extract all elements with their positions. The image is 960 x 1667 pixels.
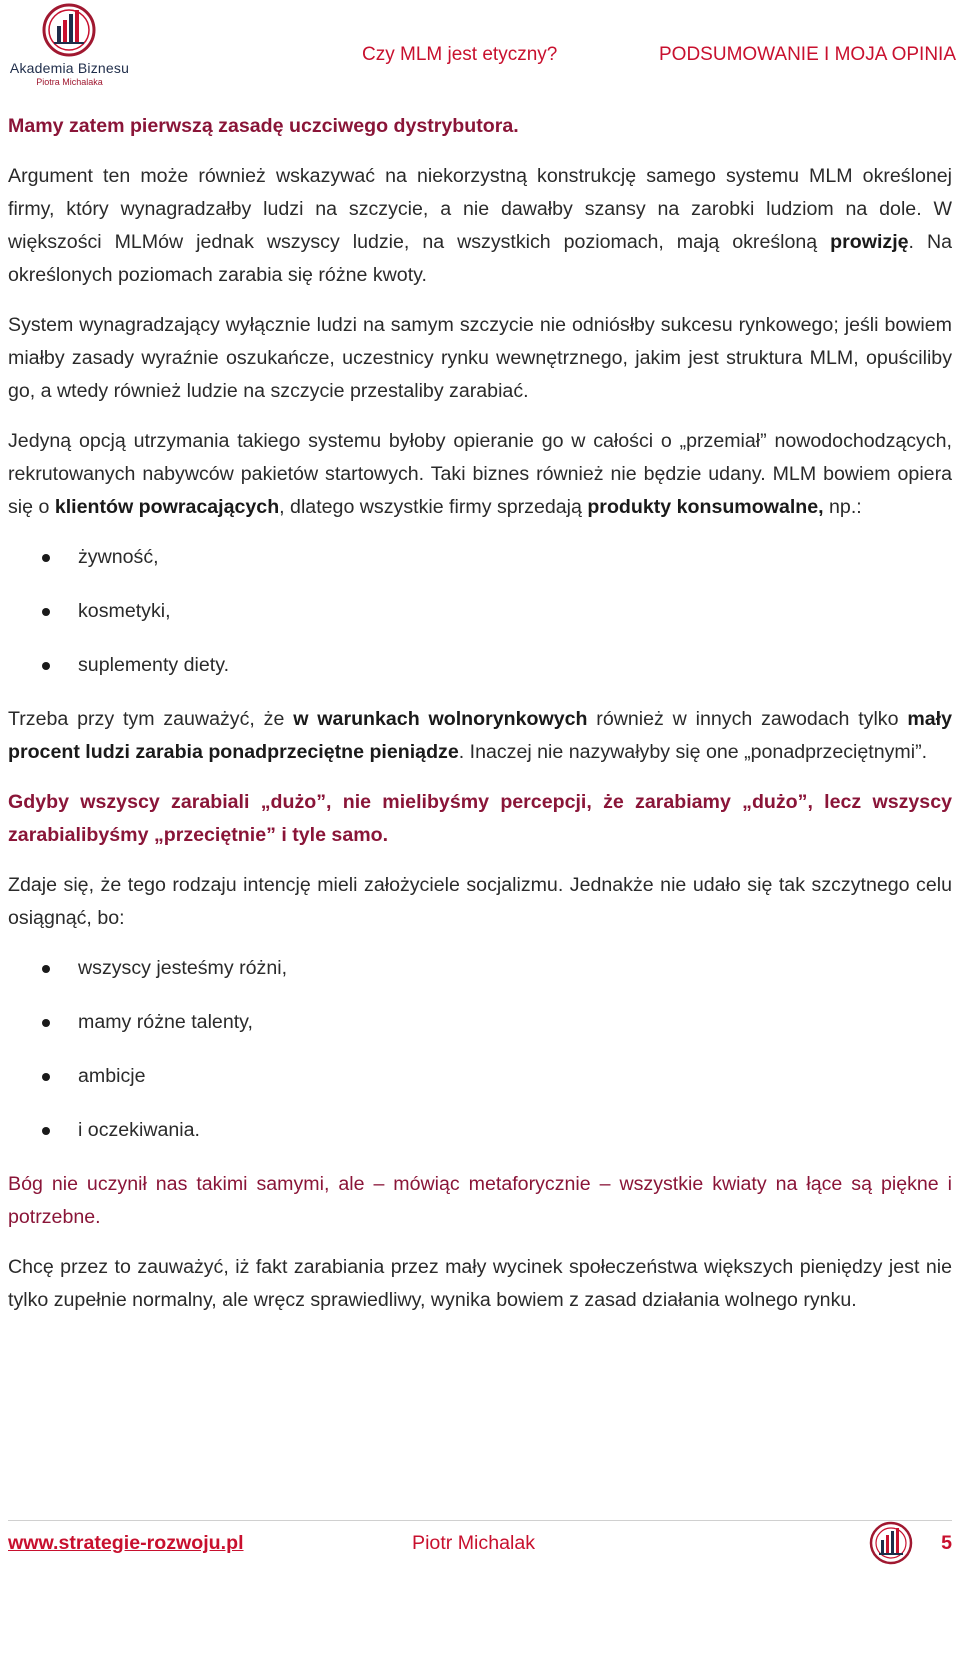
p5-bold-small-percent: mały procent ludzi zarabia ponadprzeciętne pieniądze <box>8 708 953 763</box>
reasons-list <box>8 952 952 1147</box>
list-item: mamy różne talenty, <box>8 1006 952 1039</box>
p4-text-e: np.: <box>823 496 862 518</box>
logo-name: Akademia Biznesu <box>9 60 130 76</box>
page-number: 5 <box>941 1532 952 1554</box>
p2-text-a: Argument ten może również wskazywać na niekorzystną konstrukcję samego systemu MLM określonej firmy, który wynagradzałby ludzi na szczycie, a nie dawałby szansy na zarobki ludziom na dole. W większości MLMów jednak wszyscy ludzie, na wszystkich poziomach, mają określoną <box>8 165 952 253</box>
paragraph-8: Bóg nie uczynił nas takimi samymi, ale – mówiąc metaforycznie – wszystkie kwiaty na łące są piękne i potrzebne. <box>8 1173 952 1228</box>
paragraph-5 <box>8 703 952 769</box>
product-list <box>8 541 952 682</box>
list-item: suplementy diety. <box>8 649 952 682</box>
paragraph-7: Zdaje się, że tego rodzaju intencję mieli założyciele socjalizmu. Jednakże nie udało się tak szczytnego celu osiągnąć, bo: <box>8 874 952 929</box>
paragraph-3: System wynagradzający wyłącznie ludzi na samym szczycie nie odniósłby sukcesu rynkowego; jeśli bowiem miałby zasady wyraźnie oszukańcze, uczestnicy rynku wewnętrznego, jakim jest struktura MLM, opuściliby go, a wtedy również ludzie na szczycie przestaliby zarabiać. <box>8 314 952 402</box>
logo <box>2 2 137 90</box>
p4-text-c: , dlatego wszystkie firmy sprzedają <box>279 496 588 518</box>
p4-bold-consumables: produkty konsumowalne, <box>587 496 824 518</box>
p2-bold-commission: prowizję <box>830 231 909 253</box>
paragraph-2 <box>8 160 952 292</box>
paragraph-1: Mamy zatem pierwszą zasadę uczciwego dystrybutora. <box>8 115 519 137</box>
p4-text-a: Jedyną opcją utrzymania takiego systemu byłoby opieranie go w całości o „przemiał” nowodochodzących, rekrutowanych nabywców pakietów startowych. Taki biznes również nie będzie udany. MLM bowiem opiera się o <box>8 430 952 518</box>
list-item: żywność, <box>8 541 952 574</box>
list-item: ambicje <box>8 1060 952 1093</box>
page-footer <box>0 1520 960 1667</box>
website-link[interactable]: www.strategie-rozwoju.pl <box>8 1532 244 1554</box>
logo-subtitle: Piotra Michalaka <box>36 77 103 87</box>
p4-bold-returning-clients: klientów powracających <box>54 496 280 518</box>
list-item: i oczekiwania. <box>8 1114 952 1147</box>
list-item: wszyscy jesteśmy różni, <box>8 952 952 985</box>
paragraph-6: Gdyby wszyscy zarabiali „dużo”, nie mielibyśmy percepcji, że zarabiamy „dużo”, lecz wszyscy zarabialibyśmy „przeciętnie” i tyle samo. <box>8 791 952 846</box>
list-item: kosmetyki, <box>8 595 952 628</box>
p5-text-c: również w innych zawodach tylko <box>587 708 908 730</box>
document-title: Czy MLM jest etyczny? <box>362 44 558 65</box>
footer-author: Piotr Michalak <box>412 1532 536 1554</box>
p5-text-e: . Inaczej nie nazywałyby się one „ponadprzeciętnymi”. <box>458 741 928 763</box>
section-title: PODSUMOWANIE I MOJA OPINIA <box>659 44 956 65</box>
footer-logo-icon <box>866 1520 916 1566</box>
paragraph-9: Chcę przez to zauważyć, iż fakt zarabiania przez mały wycinek społeczeństwa większych pieniędzy jest nie tylko zupełnie normalny, ale wręcz sprawiedliwy, wynika bowiem z zasad działania wolnego rynku. <box>8 1256 952 1311</box>
p5-text-a: Trzeba przy tym zauważyć, że <box>8 708 294 730</box>
logo-emblem-icon <box>2 2 137 62</box>
p2-text-c: . Na określonych poziomach zarabia się różne kwoty. <box>8 231 952 286</box>
p5-bold-free-market: w warunkach wolnorynkowych <box>293 708 588 730</box>
footer-divider <box>8 1520 952 1521</box>
document-body <box>8 110 952 1334</box>
paragraph-4 <box>8 425 952 524</box>
page-header <box>0 0 960 95</box>
